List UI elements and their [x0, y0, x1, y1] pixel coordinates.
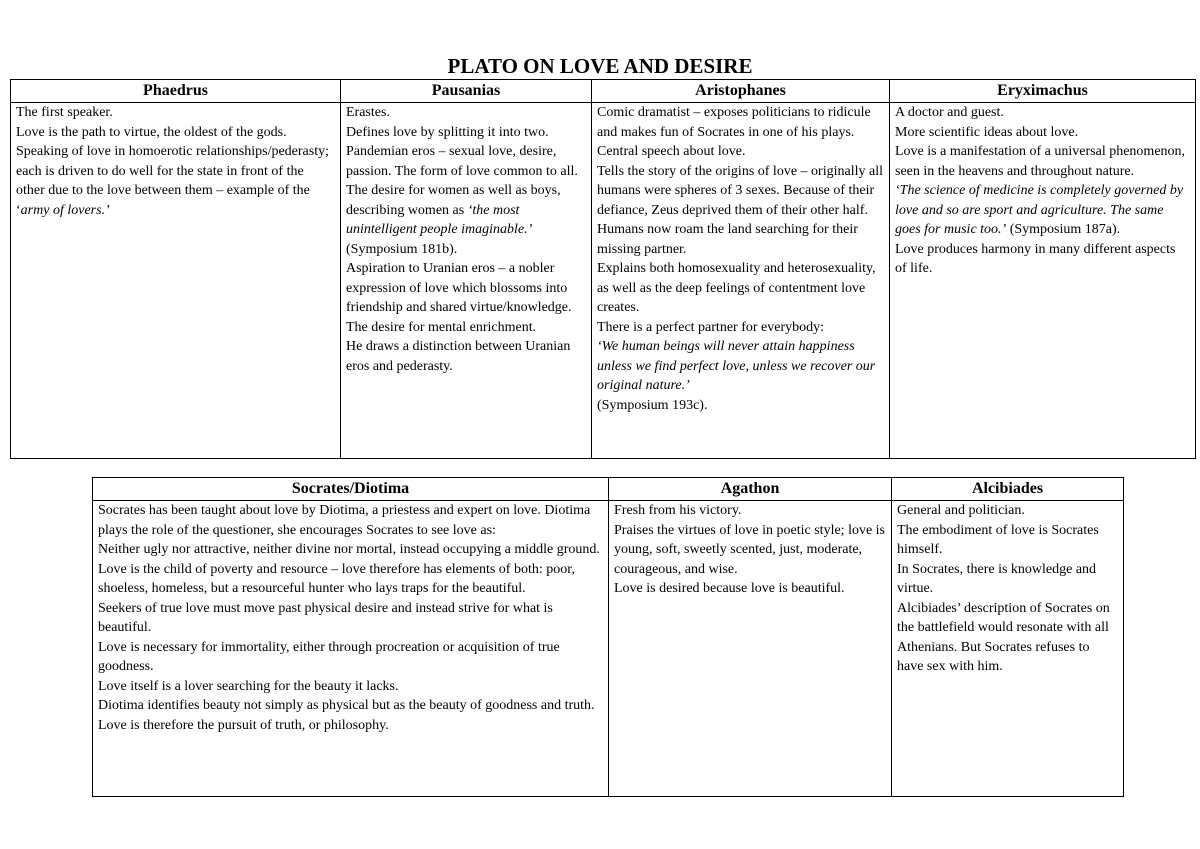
text-line: Love produces harmony in many different aspects of life.: [895, 241, 1176, 276]
header-agathon: Agathon: [609, 478, 892, 501]
text-line: Diotima identifies beauty not simply as physical but as the beauty of goodness and truth. Love is therefore the pursuit of truth, or philosophy.: [98, 698, 595, 733]
page-title: PLATO ON LOVE AND DESIRE: [447, 54, 753, 78]
text-line: He draws a distinction between Uranian eros and pederasty.: [346, 339, 571, 374]
cell-aristophanes: [592, 103, 890, 459]
text-line: Comic dramatist – exposes politicians to ridicule and makes fun of Socrates in one of his plays.: [597, 105, 871, 140]
text-line: Fresh from his victory.: [614, 503, 742, 518]
text-line: [16, 123, 335, 221]
quote-text: ‘the most unintelligent people imaginable.’: [346, 202, 533, 237]
header-pausanias: Pausanias: [341, 80, 592, 103]
table-header-row: [93, 478, 1124, 501]
quote-text: army of lovers.’: [20, 202, 110, 218]
text-line: Love is the child of poverty and resource – love therefore has elements of both: poor, shoeless, homeless, but a resourceful hunter who lays traps for the beautiful.: [98, 561, 575, 596]
text-line: Praises the virtues of love in poetic style; love is young, soft, sweetly scented, just, moderate, courageous, and wise.: [614, 522, 886, 577]
citation: (Symposium 181b).: [346, 241, 458, 257]
citation: (Symposium 187a).: [1009, 222, 1121, 237]
quote-text: ‘The science of medicine is completely governed by love and so are sport and agriculture. The same goes for music too.’: [895, 183, 1184, 237]
text-line: [346, 142, 586, 259]
text-line: Love itself is a lover searching for the beauty it lacks.: [98, 678, 399, 694]
text-run: Pandemian eros – sexual love, desire, passion. The form of love common to all. The desire for women as well as boys, describing women as: [346, 144, 578, 218]
header-alcibiades: Alcibiades: [892, 478, 1124, 501]
text-line: General and politician.: [897, 503, 1025, 518]
header-eryximachus: Eryximachus: [890, 80, 1196, 103]
cell-pausanias: [341, 103, 592, 459]
cell-agathon: [609, 501, 892, 797]
text-line: Explains both homosexuality and heterosexuality, as well as the deep feelings of contentment love creates.: [597, 261, 876, 315]
text-line: Socrates has been taught about love by Diotima, a priestess and expert on love. Diotima plays the role of the questioner, she encourages Socrates to see love as:: [98, 503, 591, 538]
citation: (Symposium 193c).: [597, 397, 708, 413]
text-line: Neither ugly nor attractive, neither divine nor mortal, instead occupying a middle ground.: [98, 542, 600, 557]
header-aristophanes: Aristophanes: [592, 80, 890, 103]
cell-alcibiades: [892, 501, 1124, 797]
text-line: Aspiration to Uranian eros – a nobler expression of love which blossoms into friendship and shared virtue/knowledge. The desire for mental enrichment.: [346, 261, 572, 335]
text-line: Central speech about love.: [597, 144, 746, 159]
text-line: More scientific ideas about love.: [895, 124, 1079, 140]
speakers-table-top: [10, 79, 1196, 459]
text-line: Love is desired because love is beautiful.: [614, 581, 845, 596]
speakers-table-bottom: [92, 477, 1124, 797]
quote-text: ‘We human beings will never attain happiness unless we find perfect love, unless we recover our original nature.’: [597, 339, 876, 393]
table-header-row: [11, 80, 1196, 103]
header-socrates-diotima: Socrates/Diotima: [93, 478, 609, 501]
text-line: Humans now roam the land searching for their missing partner.: [597, 222, 858, 257]
text-line: Love is a manifestation of a universal phenomenon, seen in the heavens and throughout nature.: [895, 144, 1186, 179]
text-line: The embodiment of love is Socrates himself.: [897, 522, 1099, 557]
text-line: Love is necessary for immortality, either through procreation or acquisition of true goodness.: [98, 639, 560, 674]
text-line: The first speaker.: [16, 105, 113, 120]
text-line: Seekers of true love must move past physical desire and instead strive for what is beautiful.: [98, 600, 553, 635]
text-line: Erastes.: [346, 105, 390, 120]
quote-prefix: ‘: [16, 202, 21, 218]
table-row: [93, 501, 1124, 797]
table-row: [11, 103, 1196, 459]
text-line: [895, 181, 1190, 240]
text-line: Defines love by splitting it into two.: [346, 124, 549, 140]
text-line: A doctor and guest.: [895, 105, 1004, 120]
text-line: There is a perfect partner for everybody:: [597, 319, 824, 335]
text-line: Alcibiades’ description of Socrates on the battlefield would resonate with all Athenians. But Socrates refuses to have sex with him.: [897, 600, 1110, 674]
cell-eryximachus: [890, 103, 1196, 459]
text-line: Tells the story of the origins of love – originally all humans were spheres of 3 sexes. Because of their defiance, Zeus deprived them of their other half.: [597, 163, 883, 218]
cell-socrates-diotima: [93, 501, 609, 797]
cell-phaedrus: [11, 103, 341, 459]
text-run: Love is the path to virtue, the oldest of the gods. Speaking of love in homoerotic relationships/pederasty; each is driven to do well for the state in front of the other due to the love between them – example of the: [16, 124, 329, 198]
header-phaedrus: Phaedrus: [11, 80, 341, 103]
text-line: In Socrates, there is knowledge and virtue.: [897, 561, 1097, 596]
